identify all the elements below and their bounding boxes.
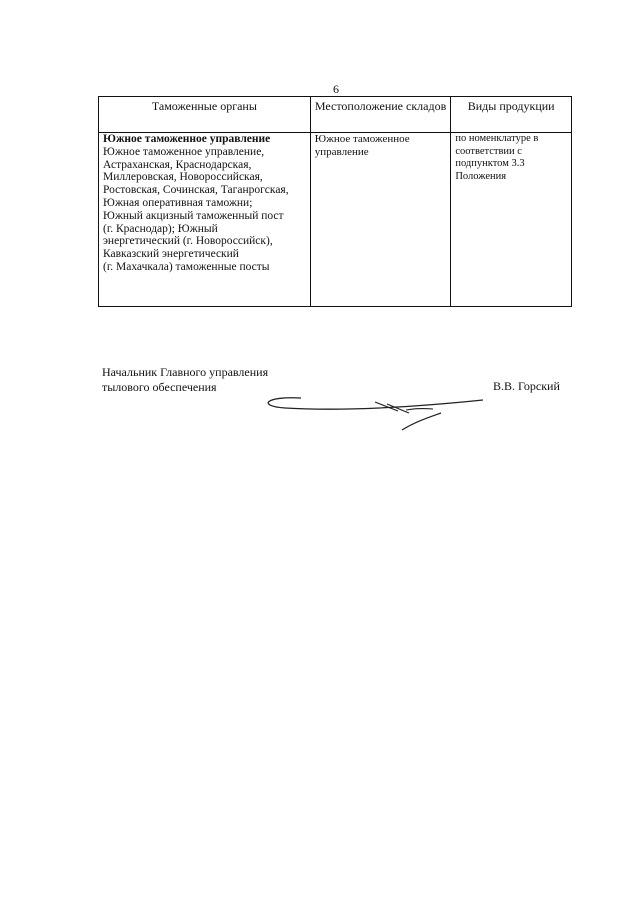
organs-line: Миллеровская, Новороссийская,: [103, 171, 263, 184]
position-line-1: Начальник Главного управления: [102, 365, 269, 379]
organs-line: Астраханская, Краснодарская,: [103, 158, 252, 171]
organs-line: Южная оперативная таможни;: [103, 196, 253, 209]
organs-line: (г. Махачкала) таможенные посты: [103, 260, 270, 273]
organs-line: Кавказский энергетический: [103, 248, 239, 261]
header-product-types: Виды продукции: [451, 97, 572, 133]
signatory-name: В.В. Горский: [493, 379, 560, 393]
organs-line: Южное таможенное управление,: [103, 145, 265, 158]
organs-line: энергетический (г. Новороссийск),: [103, 235, 273, 248]
organs-line: Южный акцизный таможенный пост: [103, 209, 284, 222]
products-line: соответствии с: [455, 145, 522, 157]
table-header-row: [99, 97, 572, 133]
location-line: управление: [314, 145, 369, 158]
cell-customs-bodies: [99, 133, 311, 307]
storage-table: [98, 96, 572, 307]
table-row: [99, 133, 572, 307]
organs-line: Ростовская, Сочинская, Таганрогская,: [103, 184, 289, 197]
header-warehouse-location: Местоположение складов: [310, 97, 451, 133]
header-customs-bodies: Таможенные органы: [99, 97, 311, 133]
page-number: 6: [333, 82, 339, 96]
handwritten-signature: [255, 380, 487, 440]
location-line: Южное таможенное: [314, 133, 410, 145]
cell-warehouse-location: [310, 133, 451, 307]
signatory-position: [102, 365, 268, 395]
position-line-2: тылового обеспечения: [102, 380, 217, 394]
products-line: Положения: [455, 170, 507, 182]
organs-title: Южное таможенное управление: [103, 133, 271, 145]
products-line: подпунктом 3.3: [455, 158, 525, 169]
products-line: по номенклатуре в: [455, 133, 539, 144]
cell-product-types: [451, 133, 572, 307]
organs-line: (г. Краснодар); Южный: [103, 222, 218, 235]
